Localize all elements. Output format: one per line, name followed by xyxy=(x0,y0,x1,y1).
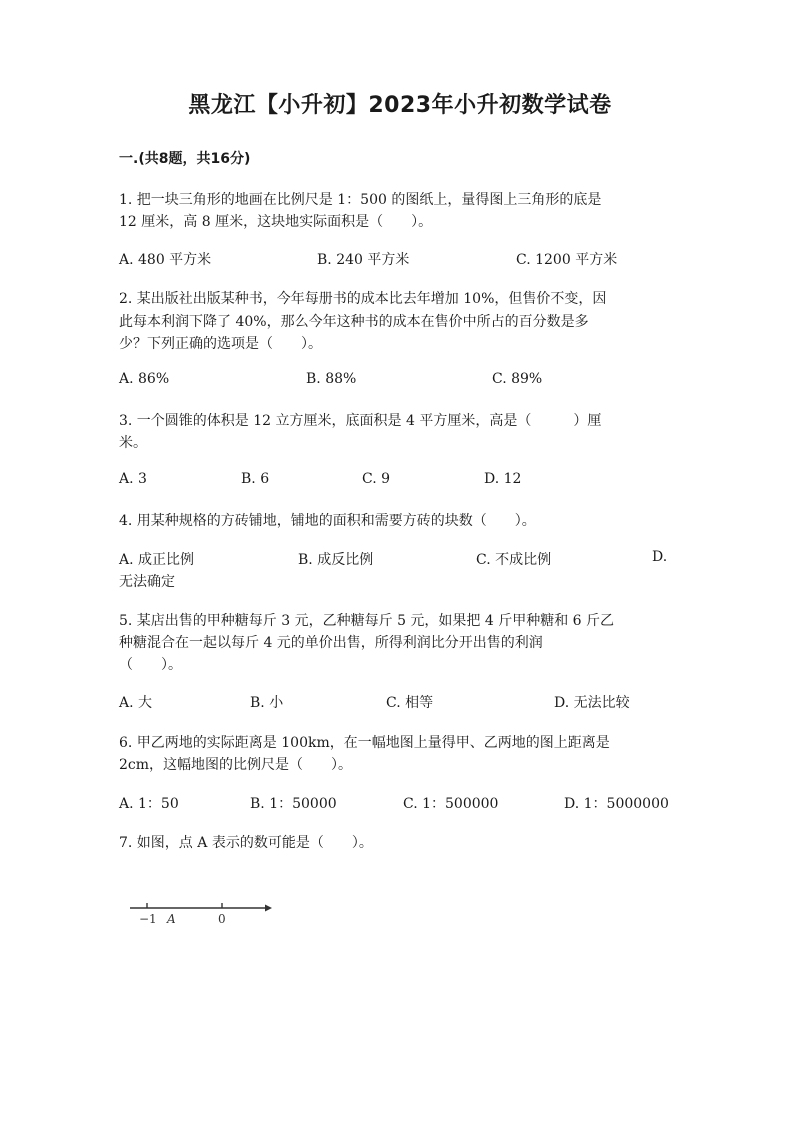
question-6-line-1: 6. 甲乙两地的实际距离是 100km，在一幅地图上量得甲、乙两地的图上距离是 xyxy=(119,735,610,751)
number-line-arrow xyxy=(265,905,272,912)
question-5-option-a: A. 大 xyxy=(119,695,153,711)
question-2-line-2: 此每本利润下降了 40%，那么今年这种书的成本在售价中所占的百分数是多 xyxy=(119,314,589,330)
question-4-option-c: C. 不成比例 xyxy=(476,552,552,568)
question-3-option-d: D. 12 xyxy=(484,471,522,487)
question-6-option-c: C. 1：500000 xyxy=(403,796,499,812)
question-5-line-1: 5. 某店出售的甲种糖每斤 3 元，乙种糖每斤 5 元，如果把 4 斤甲种糖和 6 斤乙 xyxy=(119,613,615,629)
question-3-option-b: B. 6 xyxy=(241,471,270,487)
question-4-option-d-text: 无法确定 xyxy=(119,574,175,590)
question-5-option-d: D. 无法比较 xyxy=(554,695,630,711)
question-1-option-c: C. 1200 平方米 xyxy=(516,252,618,268)
question-7-line-1: 7. 如图，点 A 表示的数可能是（ ）。 xyxy=(119,835,373,851)
page-title: 黑龙江【小升初】2023年小升初数学试卷 xyxy=(188,93,612,118)
question-6-option-b: B. 1：50000 xyxy=(250,796,337,812)
question-3-line-2: 米。 xyxy=(119,435,147,451)
question-4-option-b: B. 成反比例 xyxy=(298,552,374,568)
question-6-option-d: D. 1：5000000 xyxy=(564,796,669,812)
label-zero: 0 xyxy=(218,912,226,926)
question-2-option-a: A. 86% xyxy=(119,371,170,387)
question-1-option-a: A. 480 平方米 xyxy=(119,252,212,268)
question-4-option-a: A. 成正比例 xyxy=(119,552,195,568)
section-heading: 一.(共8题，共16分) xyxy=(119,151,251,167)
question-3-line-1: 3. 一个圆锥的体积是 12 立方厘米，底面积是 4 平方厘米，高是（ ）厘 xyxy=(119,413,602,429)
question-3-option-a: A. 3 xyxy=(119,471,147,487)
question-6-line-2: 2cm，这幅地图的比例尺是（ ）。 xyxy=(119,757,353,773)
label-point-a: A xyxy=(167,912,176,926)
question-1-line-1: 1. 把一块三角形的地画在比例尺是 1：500 的图纸上，量得图上三角形的底是 xyxy=(119,192,602,208)
question-3-option-c: C. 9 xyxy=(362,471,391,487)
question-1-line-2: 12 厘米，高 8 厘米，这块地实际面积是（ ）。 xyxy=(119,214,433,230)
question-2-option-c: C. 89% xyxy=(492,371,543,387)
question-5-option-c: C. 相等 xyxy=(386,695,434,711)
question-2-option-b: B. 88% xyxy=(306,371,357,387)
question-6-option-a: A. 1：50 xyxy=(119,796,179,812)
question-2-line-1: 2. 某出版社出版某种书，今年每册书的成本比去年增加 10%，但售价不变，因 xyxy=(119,291,607,307)
question-4-line-1: 4. 用某种规格的方砖铺地，铺地的面积和需要方砖的块数（ ）。 xyxy=(119,513,536,529)
question-1-option-b: B. 240 平方米 xyxy=(317,252,410,268)
question-5-option-b: B. 小 xyxy=(250,695,284,711)
question-5-line-3: （ ）。 xyxy=(119,657,182,673)
label-minus-one: −1 xyxy=(139,912,157,926)
question-5-line-2: 种糖混合在一起以每斤 4 元的单价出售，所得利润比分开出售的利润 xyxy=(119,635,543,651)
question-4-option-d: D. xyxy=(652,549,668,565)
number-line-figure xyxy=(125,890,275,930)
question-2-line-3: 少？下列正确的选项是（ ）。 xyxy=(119,336,322,352)
